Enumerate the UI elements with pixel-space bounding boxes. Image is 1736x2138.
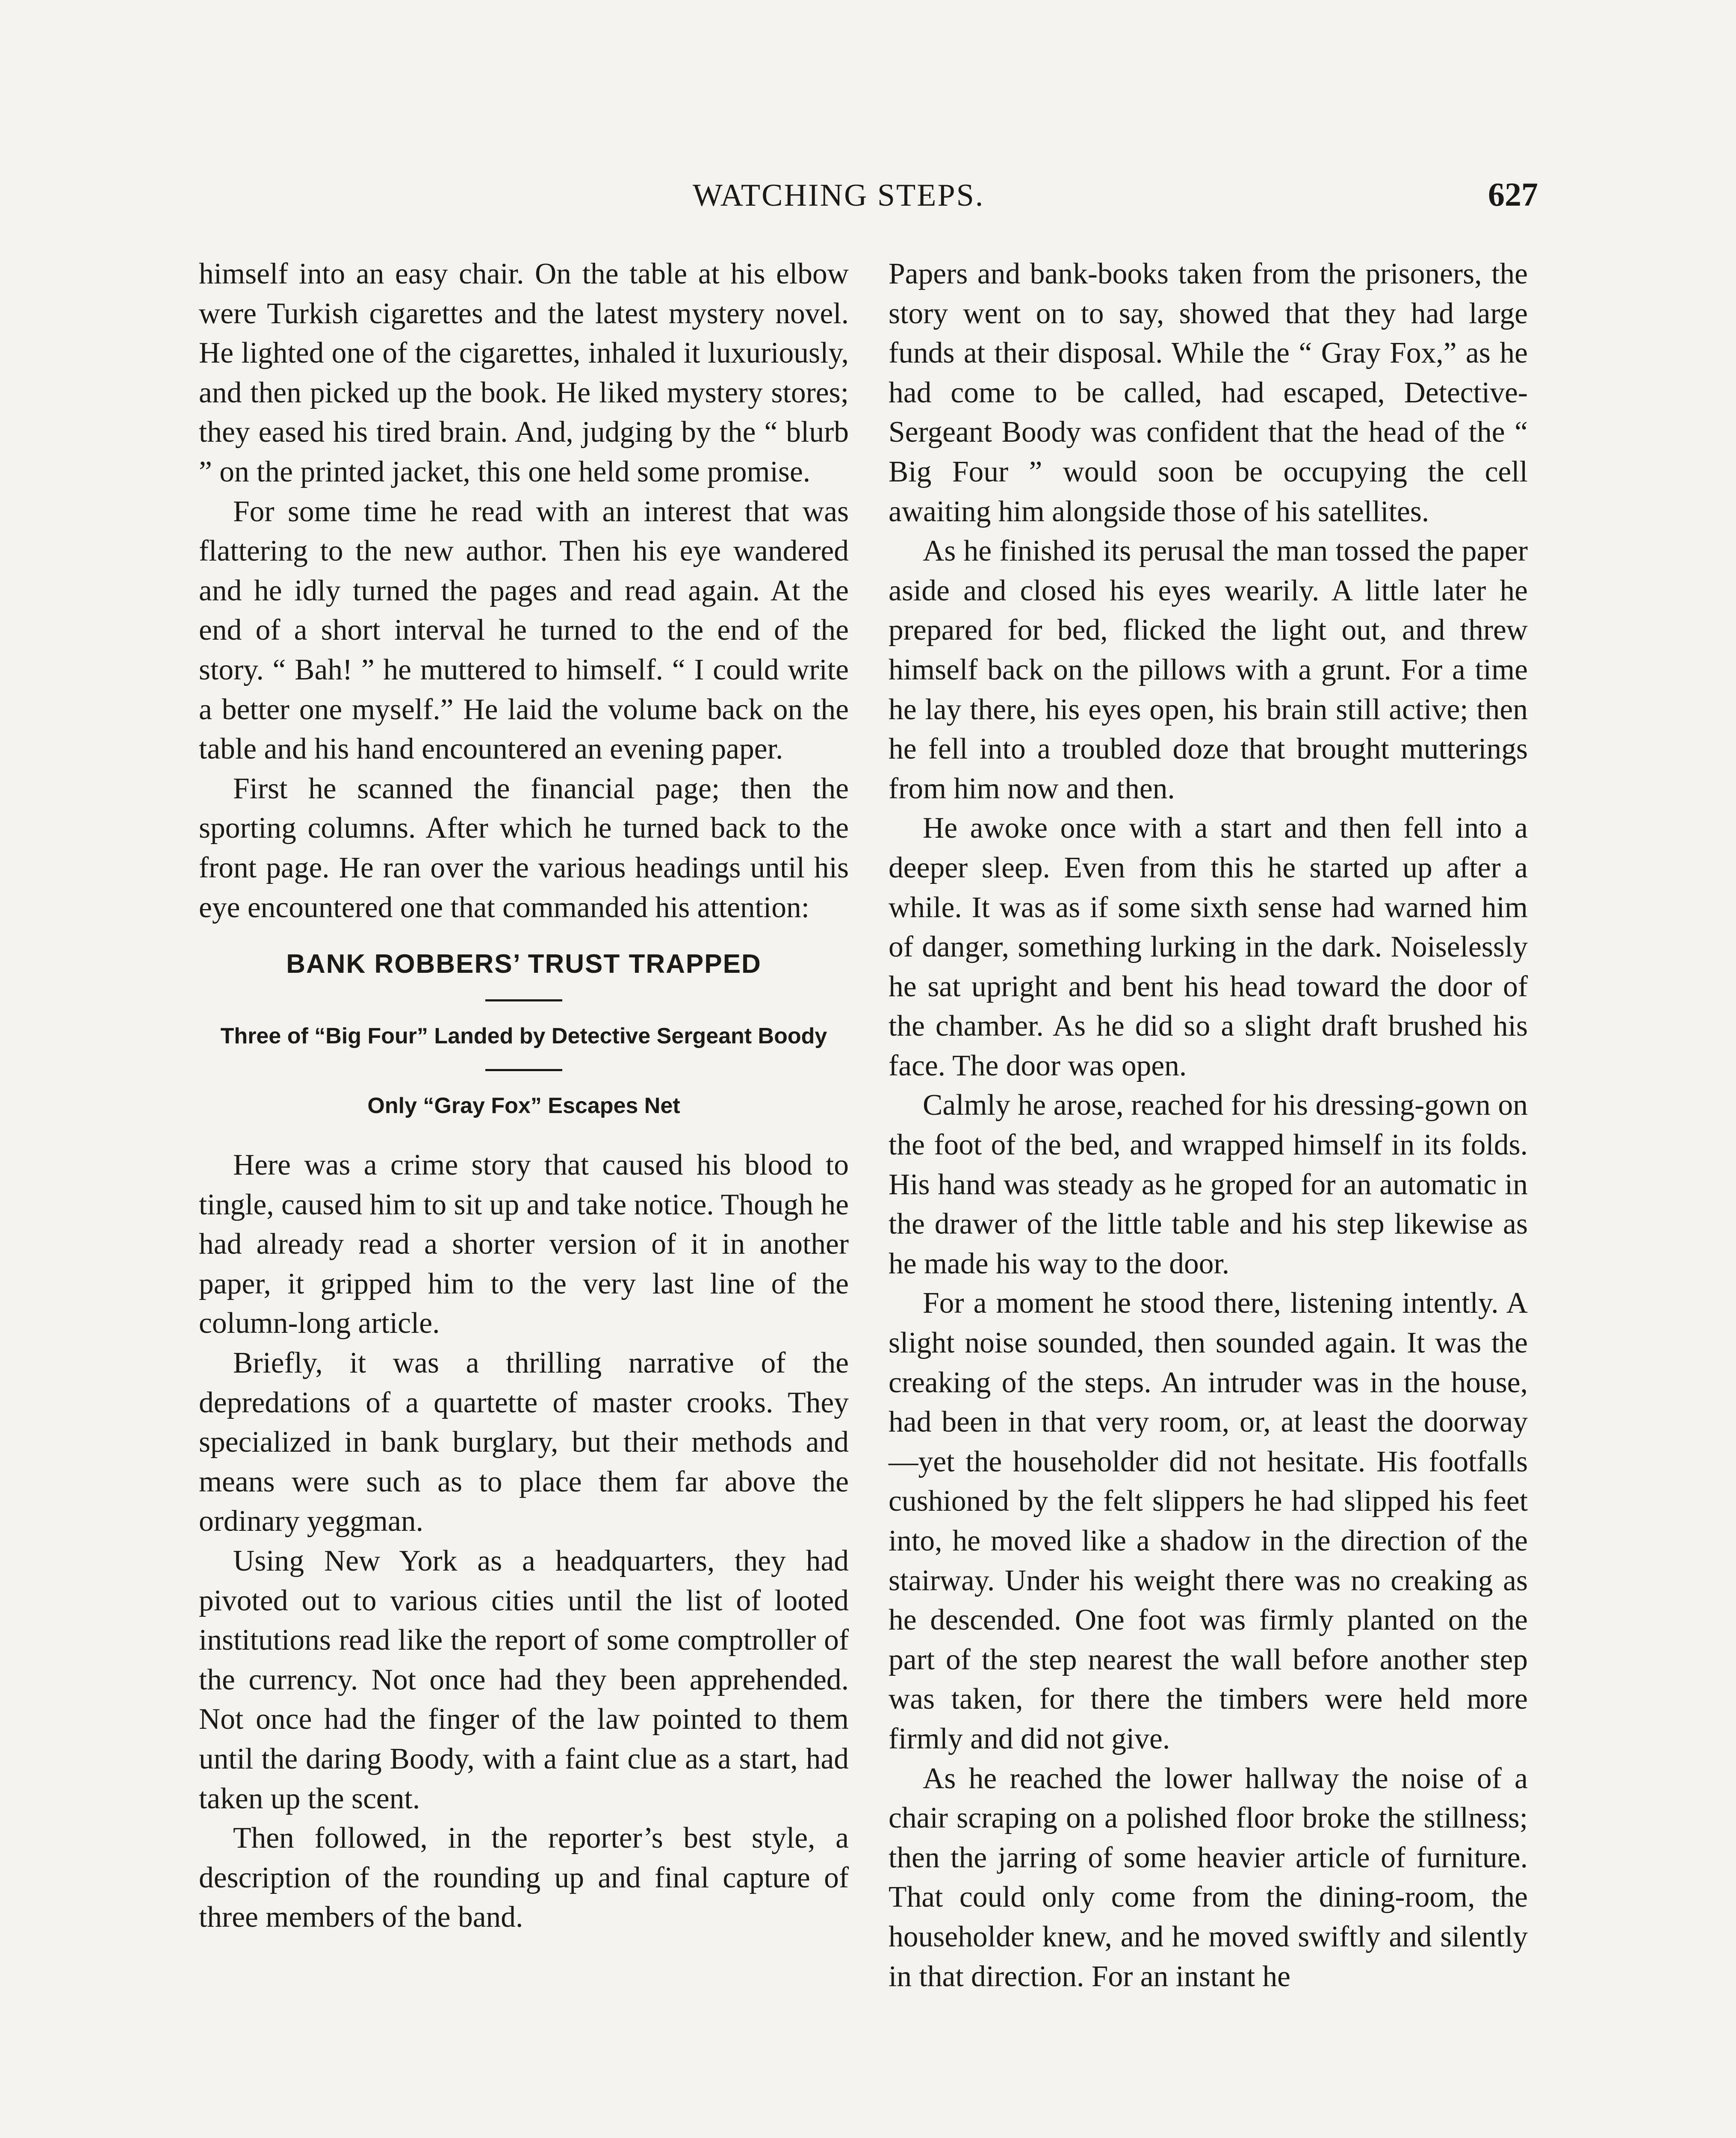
- paragraph: First he scanned the financial page; then the sporting columns. After which he turned back to the front page. He ran over the various headings until his eye encountered one that commanded his attention:: [199, 772, 849, 924]
- headline-title: BANK ROBBERS’ TRUST TRAPPED: [286, 949, 762, 979]
- newspaper-headline: [199, 945, 849, 1123]
- headline-divider: [485, 999, 562, 1001]
- paragraph: himself into an easy chair. On the table at his elbow were Turkish cigarettes and the latest mystery novel. He lighted one of the cigarettes, inhaled it luxuriously, and then picked up the book. He liked mystery stores; they eased his tired brain. And, judging by the “ blurb ” on the printed jacket, this one held some promise.: [199, 257, 849, 488]
- paragraph: For some time he read with an interest that was flattering to the new author. Then his eye wandered and he idly turned the pages and read again. At the end of a short interval he turned to the end of the story. “ Bah! ” he muttered to himself. “ I could write a better one myself.” He laid the volume back on the table and his hand encountered an evening paper.: [199, 495, 849, 766]
- headline-subtitle: Three of “Big Four” Landed by Detective Sergeant Boody: [220, 1024, 827, 1049]
- paragraph: As he finished its perusal the man tossed the paper aside and closed his eyes wearily. A little later he prepared for bed, flicked the light out, and threw himself back on the pillows with a grunt. For a time he lay there, his eyes open, his brain still active; then he fell into a troubled doze that brought mutterings from him now and then.: [889, 534, 1528, 805]
- page-number: 627: [1488, 176, 1538, 213]
- paragraph: He awoke once with a start and then fell into a deeper sleep. Even from this he started up after a while. It was as if some sixth sense had warned him of danger, something lurking in the dark. Noiselessly he sat upright and bent his head toward the door of the chamber. As he did so a slight draft brushed his face. The door was open.: [889, 812, 1528, 1082]
- paragraph: For a moment he stood there, listening intently. A slight noise sounded, then sounded again. It was the creaking of the steps. An intruder was in the house, had been in that very room, or, at least the doorway—yet the householder did not hesitate. His footfalls cushioned by the felt slippers he had slipped his feet into, he moved like a shadow in the direction of the stairway. Under his weight there was no creaking as he descended. One foot was firmly planted on the part of the step nearest the wall before another step was taken, for there the timbers were held more firmly and did not give.: [889, 1287, 1528, 1755]
- paragraph: As he reached the lower hallway the noise of a chair scraping on a polished floor broke the stillness; then the jarring of some heavier article of furniture. That could only come from the dining-room, the householder knew, and he moved swiftly and silently in that direction. For an instant he: [889, 1762, 1528, 1993]
- paragraph: Calmly he arose, reached for his dressing-gown on the foot of the bed, and wrapped himself in its folds. His hand was steady as he groped for an automatic in the drawer of the little table and his step likewise as he made his way to the door.: [889, 1089, 1528, 1280]
- paragraph: Here was a crime story that caused his blood to tingle, caused him to sit up and take notice. Though he had already read a shorter version of it in another paper, it gripped him to the very last line of the column-long article.: [199, 1149, 849, 1340]
- paragraph: Papers and bank-books taken from the prisoners, the story went on to say, showed that they had large funds at their disposal. While the “ Gray Fox,” as he had come to be called, had escaped, Detective-Sergeant Boody was confident that the head of the “ Big Four ” would soon be occupying the cell awaiting him alongside those of his satellites.: [889, 257, 1528, 528]
- running-head: WATCHING STEPS.: [693, 178, 985, 213]
- right-column: [889, 254, 1528, 1996]
- headline-subtitle: Only “Gray Fox” Escapes Net: [367, 1093, 680, 1119]
- paragraph: Using New York as a headquarters, they had pivoted out to various cities until the list of looted institutions read like the report of some comptroller of the currency. Not once had they been apprehended. Not once had the finger of the law pointed to them until the daring Boody, with a faint clue as a start, had taken up the scent.: [199, 1544, 849, 1815]
- left-column: [199, 254, 849, 1937]
- paragraph: Briefly, it was a thrilling narrative of the depredations of a quartette of master crooks. They specialized in bank burglary, but their methods and means were such as to place them far above the ordinary yeggman.: [199, 1347, 849, 1538]
- headline-divider: [485, 1069, 562, 1071]
- paragraph: Then followed, in the reporter’s best style, a description of the rounding up and final capture of three members of the band.: [199, 1822, 849, 1934]
